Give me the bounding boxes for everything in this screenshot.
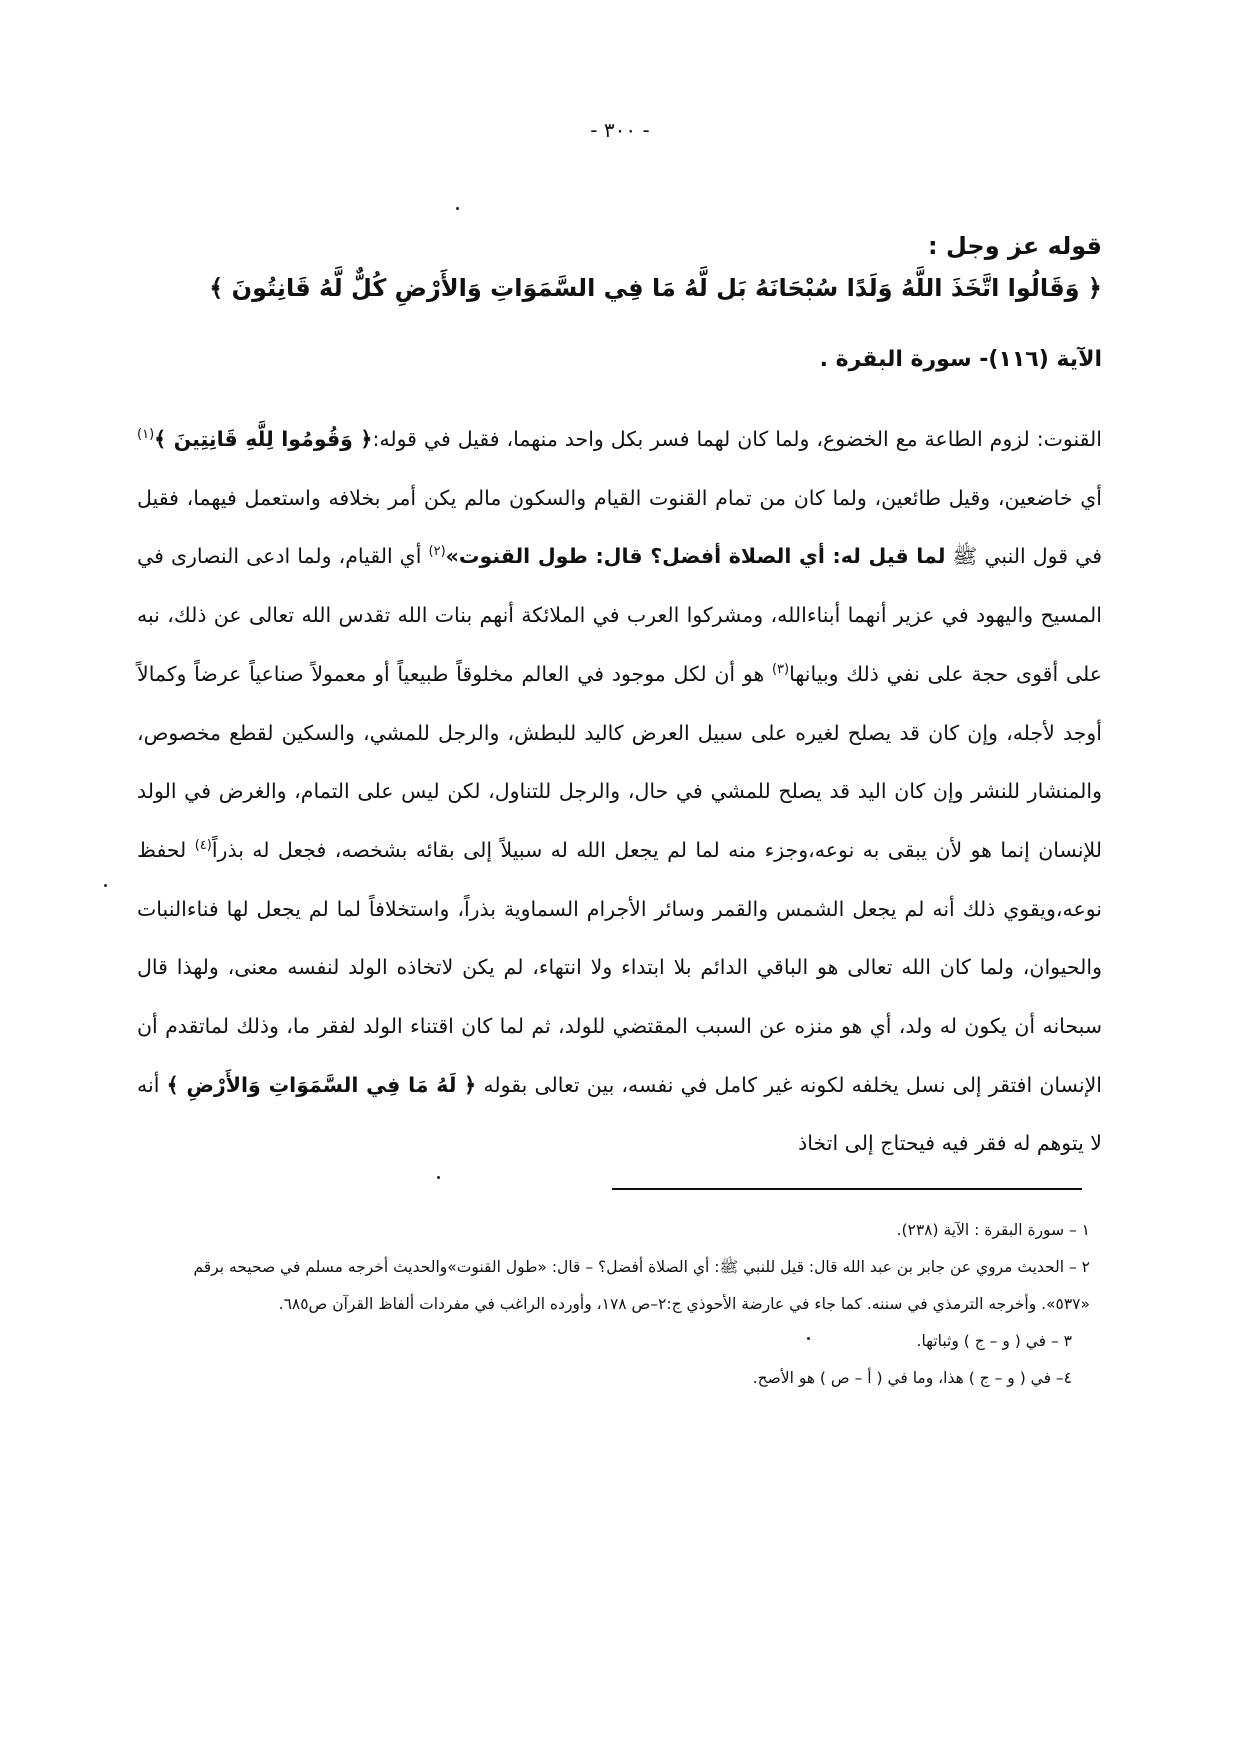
- text-segment: أي القيام، ولما ادعى النصارى في المسيح واليهود في عزير أنهما أبناءالله، ومشركوا العرب في الملائكة أنهم بنات الله تقدس الله تعالى عن ذلك، نبه على أقوى حجة على نفي ذلك وبيانها: [137, 544, 1102, 686]
- hadith-quote: لما قيل له: أي الصلاة أفضل؟ قال: طول القنوت»: [445, 544, 946, 569]
- footnote-marker: (٤): [194, 838, 212, 854]
- footnote-marker: (٢): [428, 544, 446, 560]
- footnote-separator: [612, 1188, 1082, 1190]
- footnote-item: ٢ – الحديث مروي عن جابر بن عبد الله قال: قيل للنبي ﷺ: أي الصلاة أفضل؟ – قال: «طول القنوت»والحديث أخرجه مسلم في صحيحه برقم «٥٣٧». وأخرجه الترمذي في سننه. كما جاء في عارضة الأحوذي ج:٢–ص ١٧٨، وأورده الراغب في مفردات ألفاظ القرآن ص٦٨٥.: [193, 1258, 1090, 1313]
- scan-speck: [456, 207, 459, 210]
- text-segment: أي خاضعين، وقيل طائعين، ولما كان من تمام القنوت القيام والسكون مالم يكن أمر بخلافه واستعمل فيهما، فقيل في قول النبي ﷺ: [137, 485, 1102, 569]
- footnote-marker: (١): [137, 427, 155, 443]
- footnotes: [140, 1212, 1090, 1397]
- scan-speck: [104, 884, 107, 887]
- footnote-item: ٤– في ( و – ج ) هذا، وما في ( أ – ص ) هو الأصح.: [752, 1369, 1072, 1387]
- main-content: [137, 228, 1102, 1173]
- text-segment: أنه لا يتوهم له فقر فيه فيحتاج إلى اتخاذ: [137, 1072, 1102, 1156]
- verse-source: الآية (١١٦)- سورة البقرة .: [819, 347, 1102, 372]
- footnote-item: ١ – سورة البقرة : الآية (٢٣٨).: [896, 1221, 1090, 1239]
- text-segment: هو أن لكل موجود في العالم مخلوقاً طبيعياً أو معمولاً صناعياً عرضاً وكمالاً أوجد لأجله، وإن كان قد يصلح لغيره على سبيل العرض كاليد للبطش، والرجل للمشي، والسكين لقطع مخصوص، والمنشار للنشر وإن كان اليد قد يصلح للمشي في حال، والرجل للتناول، لكن ليس على التمام، والغرض في الولد للإنسان إنما هو لأن يبقى به نوعه،وجزء منه لما لم يجعل الله له سبيلاً إلى بقائه بشخصه، فجعل له بذراً: [137, 661, 1102, 862]
- text-segment: القنوت: لزوم الطاعة مع الخضوع، ولما كان لهما فسر بكل واحد منهما، فقيل في قوله:: [372, 427, 1102, 451]
- verse-intro: قوله عز وجل :: [928, 232, 1102, 260]
- quran-verse: ﴿ وَقَالُوا اتَّخَذَ اللَّهُ وَلَدًا سُبْحَانَهُ بَل لَّهُ مَا فِي السَّمَوَاتِ وَالأَرْضِ كُلٌّ لَّهُ قَانِتُونَ ﴾: [209, 274, 1102, 302]
- page-number: - ٣٠٠ -: [590, 118, 650, 142]
- quran-quote: ﴿ وَقُومُوا لِلَّهِ قَانِتِينَ ﴾: [154, 427, 373, 451]
- commentary-paragraph: [137, 410, 1102, 1173]
- footnote-marker: (٣): [771, 661, 790, 677]
- footnote-item: ٣ – في ( و – ج ) وثباتها.: [916, 1332, 1072, 1350]
- scan-speck: [437, 1176, 440, 1179]
- quran-quote: ﴿ لَهُ مَا فِي السَّمَوَاتِ وَالأَرْضِ ﴾: [166, 1072, 477, 1097]
- text-segment: لحفظ نوعه،ويقوي ذلك أنه لم يجعل الشمس والقمر وسائر الأجرام السماوية بذراً، واستخلافاً لما لم يجعل لها فناءالنبات والحيوان، ولما كان الله تعالى هو الباقي الدائم بلا ابتداء ولا انتهاء، لم يكن لاتخاذه الولد لنفسه معنى، ولهذا قال سبحانه أن يكون له ولد، أي هو منزه عن السبب المقتضي للولد، ثم لما كان اقتناء الولد لفقر ما، وذلك لماتقدم أن الإنسان افتقر إلى نسل يخلفه لكونه غير كامل في نفسه، بين تعالى بقوله: [137, 837, 1102, 1097]
